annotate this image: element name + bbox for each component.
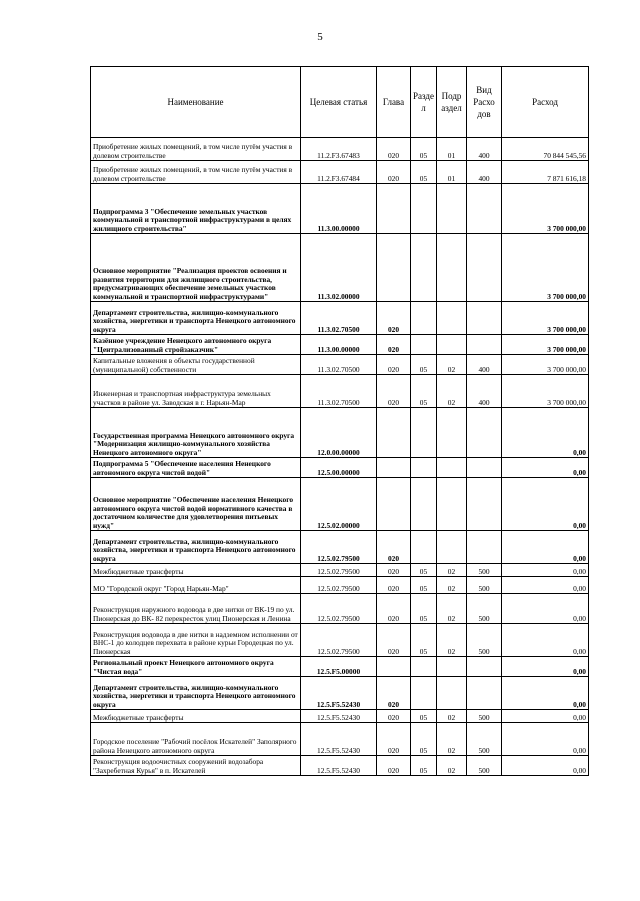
table-row bbox=[91, 531, 589, 564]
cell-expense-type bbox=[467, 408, 502, 458]
table-row bbox=[91, 677, 589, 710]
cell-expense-type bbox=[467, 184, 502, 234]
cell-amount: 3 700 000,00 bbox=[502, 302, 589, 335]
cell-subsection: 02 bbox=[437, 723, 467, 756]
cell-expense-type: 400 bbox=[467, 138, 502, 161]
cell-chapter bbox=[377, 478, 411, 531]
cell-amount: 0,00 bbox=[502, 624, 589, 657]
cell-target: 11.2.F3.67483 bbox=[301, 138, 377, 161]
table-row bbox=[91, 594, 589, 624]
cell-name: Межбюджетные трансферты bbox=[91, 564, 301, 577]
cell-chapter bbox=[377, 458, 411, 478]
cell-section bbox=[411, 184, 437, 234]
table-row bbox=[91, 564, 589, 577]
cell-amount: 3 700 000,00 bbox=[502, 375, 589, 408]
cell-amount: 3 700 000,00 bbox=[502, 335, 589, 355]
cell-subsection bbox=[437, 677, 467, 710]
cell-subsection bbox=[437, 478, 467, 531]
cell-subsection bbox=[437, 302, 467, 335]
cell-section: 05 bbox=[411, 624, 437, 657]
cell-chapter: 020 bbox=[377, 677, 411, 710]
table-row bbox=[91, 161, 589, 184]
table-row bbox=[91, 138, 589, 161]
cell-amount: 0,00 bbox=[502, 594, 589, 624]
header-expense-type: Вид Расхо дов bbox=[467, 67, 502, 138]
cell-name: Департамент строительства, жилищно-коммунального хозяйства, энергетики и транспорта Ненецкого автономного округа bbox=[91, 677, 301, 710]
cell-name: Приобретение жилых помещений, в том числе путём участия в долевом строительстве bbox=[91, 161, 301, 184]
cell-target: 12.5.02.79500 bbox=[301, 564, 377, 577]
cell-section: 05 bbox=[411, 375, 437, 408]
cell-target: 11.3.02.70500 bbox=[301, 375, 377, 408]
header-expense: Расход bbox=[502, 67, 589, 138]
cell-subsection: 02 bbox=[437, 756, 467, 776]
cell-name: Приобретение жилых помещений, в том числе путём участия в долевом строительстве bbox=[91, 138, 301, 161]
cell-chapter: 020 bbox=[377, 624, 411, 657]
cell-expense-type: 400 bbox=[467, 355, 502, 375]
budget-table bbox=[90, 66, 589, 776]
cell-amount: 0,00 bbox=[502, 710, 589, 723]
header-chapter: Глава bbox=[377, 67, 411, 138]
cell-name: Межбюджетные трансферты bbox=[91, 710, 301, 723]
cell-subsection bbox=[437, 184, 467, 234]
cell-expense-type bbox=[467, 657, 502, 677]
cell-target: 11.3.00.00000 bbox=[301, 184, 377, 234]
table-header-row bbox=[91, 67, 589, 138]
cell-expense-type: 500 bbox=[467, 624, 502, 657]
cell-section: 05 bbox=[411, 138, 437, 161]
cell-target: 11.3.02.70500 bbox=[301, 302, 377, 335]
cell-section: 05 bbox=[411, 723, 437, 756]
cell-target: 12.0.00.00000 bbox=[301, 408, 377, 458]
table-row bbox=[91, 408, 589, 458]
cell-amount: 0,00 bbox=[502, 478, 589, 531]
cell-subsection bbox=[437, 408, 467, 458]
cell-chapter: 020 bbox=[377, 723, 411, 756]
cell-name: Основное мероприятие "Обеспечение населения Ненецкого автономного округа чистой водой нормативного качества в достаточном количестве для удовлетворения питьевых нужд" bbox=[91, 478, 301, 531]
cell-expense-type: 500 bbox=[467, 594, 502, 624]
cell-expense-type bbox=[467, 234, 502, 302]
cell-amount: 7 871 616,18 bbox=[502, 161, 589, 184]
cell-name: Капитальные вложения в объекты государственной (муниципальной) собственности bbox=[91, 355, 301, 375]
table-row bbox=[91, 375, 589, 408]
table-row bbox=[91, 355, 589, 375]
cell-target: 12.5.F5.52430 bbox=[301, 677, 377, 710]
cell-expense-type bbox=[467, 458, 502, 478]
cell-section bbox=[411, 677, 437, 710]
cell-name: Реконструкция наружного водовода в две нитки от ВК-19 по ул. Пионерская до ВК- 82 перекресток улиц Пионерская и Ленина bbox=[91, 594, 301, 624]
cell-chapter: 020 bbox=[377, 594, 411, 624]
cell-chapter: 020 bbox=[377, 564, 411, 577]
table-body bbox=[91, 138, 589, 776]
cell-section: 05 bbox=[411, 355, 437, 375]
cell-amount: 0,00 bbox=[502, 756, 589, 776]
cell-name: Департамент строительства, жилищно-коммунального хозяйства, энергетики и транспорта Ненецкого автономного округа bbox=[91, 302, 301, 335]
cell-amount: 3 700 000,00 bbox=[502, 234, 589, 302]
table-row bbox=[91, 756, 589, 776]
cell-target: 12.5.F5.52430 bbox=[301, 710, 377, 723]
cell-chapter bbox=[377, 184, 411, 234]
cell-section: 05 bbox=[411, 577, 437, 594]
cell-section: 05 bbox=[411, 161, 437, 184]
cell-subsection: 02 bbox=[437, 577, 467, 594]
table-row bbox=[91, 335, 589, 355]
cell-subsection bbox=[437, 234, 467, 302]
cell-section bbox=[411, 657, 437, 677]
cell-expense-type bbox=[467, 677, 502, 710]
cell-target: 12.5.02.00000 bbox=[301, 478, 377, 531]
cell-expense-type: 500 bbox=[467, 723, 502, 756]
cell-subsection: 01 bbox=[437, 138, 467, 161]
cell-expense-type: 400 bbox=[467, 375, 502, 408]
cell-section: 05 bbox=[411, 594, 437, 624]
cell-subsection bbox=[437, 657, 467, 677]
cell-target: 12.5.02.79500 bbox=[301, 594, 377, 624]
table-row bbox=[91, 624, 589, 657]
cell-target: 12.5.F5.00000 bbox=[301, 657, 377, 677]
cell-section bbox=[411, 408, 437, 458]
cell-chapter: 020 bbox=[377, 161, 411, 184]
cell-expense-type bbox=[467, 478, 502, 531]
cell-chapter: 020 bbox=[377, 531, 411, 564]
table-row bbox=[91, 458, 589, 478]
cell-chapter: 020 bbox=[377, 710, 411, 723]
cell-target: 11.3.02.70500 bbox=[301, 355, 377, 375]
cell-name: Городское поселение "Рабочий посёлок Искателей" Заполярного района Ненецкого автономного округа bbox=[91, 723, 301, 756]
cell-subsection: 02 bbox=[437, 624, 467, 657]
cell-amount: 70 844 545,56 bbox=[502, 138, 589, 161]
cell-section bbox=[411, 335, 437, 355]
header-subsection: Подр аздел bbox=[437, 67, 467, 138]
cell-name: Подпрограмма 5 "Обеспечение населения Ненецкого автономного округа чистой водой" bbox=[91, 458, 301, 478]
cell-subsection bbox=[437, 458, 467, 478]
cell-subsection: 02 bbox=[437, 710, 467, 723]
cell-name: Региональный проект Ненецкого автономного округа "Чистая вода" bbox=[91, 657, 301, 677]
cell-target: 11.2.F3.67484 bbox=[301, 161, 377, 184]
cell-expense-type: 500 bbox=[467, 710, 502, 723]
cell-amount: 0,00 bbox=[502, 657, 589, 677]
cell-name: Реконструкция водовода в две нитки в надземном исполнении от ВНС-1 до колодцев перехвата в районе курьи Городецкая по ул. Пионерская bbox=[91, 624, 301, 657]
cell-name: Реконструкция водоочистных сооружений водозабора "Захребетная Курья" в п. Искателей bbox=[91, 756, 301, 776]
cell-name: Подпрограмма 3 "Обеспечение земельных участков коммунальной и транспортной инфраструктурами в целях жилищного строительства" bbox=[91, 184, 301, 234]
cell-amount: 3 700 000,00 bbox=[502, 184, 589, 234]
cell-name: Основное мероприятие "Реализация проектов освоения и развития территории для жилищного строительства, предусматривающих обеспечение земельных участков коммунальной и транспортной инфраструктурами" bbox=[91, 234, 301, 302]
cell-target: 12.5.02.79500 bbox=[301, 624, 377, 657]
cell-expense-type bbox=[467, 335, 502, 355]
cell-section: 05 bbox=[411, 756, 437, 776]
cell-chapter: 020 bbox=[377, 756, 411, 776]
cell-name: МО "Городской округ "Город Нарьян-Мар" bbox=[91, 577, 301, 594]
cell-name: Казённое учреждение Ненецкого автономного округа "Централизованный стройзаказчик" bbox=[91, 335, 301, 355]
cell-chapter bbox=[377, 234, 411, 302]
cell-section bbox=[411, 478, 437, 531]
cell-subsection: 02 bbox=[437, 564, 467, 577]
cell-subsection bbox=[437, 531, 467, 564]
cell-expense-type: 500 bbox=[467, 564, 502, 577]
table-row bbox=[91, 577, 589, 594]
cell-expense-type: 500 bbox=[467, 756, 502, 776]
cell-section bbox=[411, 302, 437, 335]
table-row bbox=[91, 184, 589, 234]
cell-amount: 0,00 bbox=[502, 677, 589, 710]
cell-target: 12.5.F5.52430 bbox=[301, 723, 377, 756]
cell-target: 12.5.00.00000 bbox=[301, 458, 377, 478]
table-row bbox=[91, 234, 589, 302]
cell-chapter: 020 bbox=[377, 577, 411, 594]
cell-target: 12.5.02.79500 bbox=[301, 577, 377, 594]
table-row bbox=[91, 723, 589, 756]
table-row bbox=[91, 657, 589, 677]
cell-chapter: 020 bbox=[377, 375, 411, 408]
cell-target: 11.3.02.00000 bbox=[301, 234, 377, 302]
cell-section bbox=[411, 531, 437, 564]
cell-amount: 0,00 bbox=[502, 408, 589, 458]
cell-amount: 0,00 bbox=[502, 458, 589, 478]
cell-expense-type bbox=[467, 531, 502, 564]
table-row bbox=[91, 710, 589, 723]
cell-subsection bbox=[437, 335, 467, 355]
cell-chapter: 020 bbox=[377, 355, 411, 375]
cell-target: 11.3.00.00000 bbox=[301, 335, 377, 355]
cell-expense-type: 500 bbox=[467, 577, 502, 594]
cell-name: Государственная программа Ненецкого автономного округа "Модернизация жилищно-коммунального хозяйства Ненецкого автономного округа" bbox=[91, 408, 301, 458]
cell-chapter: 020 bbox=[377, 335, 411, 355]
cell-subsection: 02 bbox=[437, 355, 467, 375]
header-name: Наименование bbox=[91, 67, 301, 138]
cell-section bbox=[411, 458, 437, 478]
cell-target: 12.5.F5.52430 bbox=[301, 756, 377, 776]
cell-amount: 0,00 bbox=[502, 531, 589, 564]
cell-target: 12.5.02.79500 bbox=[301, 531, 377, 564]
header-target: Целевая статья bbox=[301, 67, 377, 138]
cell-chapter bbox=[377, 408, 411, 458]
cell-expense-type bbox=[467, 302, 502, 335]
cell-subsection: 02 bbox=[437, 594, 467, 624]
cell-subsection: 01 bbox=[437, 161, 467, 184]
cell-chapter: 020 bbox=[377, 138, 411, 161]
cell-subsection: 02 bbox=[437, 375, 467, 408]
cell-amount: 0,00 bbox=[502, 564, 589, 577]
header-section: Разде л bbox=[411, 67, 437, 138]
cell-name: Инженерная и транспортная инфраструктура земельных участков в районе ул. Заводская в г. Нарьян-Мар bbox=[91, 375, 301, 408]
cell-chapter bbox=[377, 657, 411, 677]
cell-name: Департамент строительства, жилищно-коммунального хозяйства, энергетики и транспорта Ненецкого автономного округа bbox=[91, 531, 301, 564]
cell-amount: 0,00 bbox=[502, 723, 589, 756]
table-row bbox=[91, 478, 589, 531]
cell-chapter: 020 bbox=[377, 302, 411, 335]
cell-amount: 0,00 bbox=[502, 577, 589, 594]
page-number: 5 bbox=[317, 31, 323, 43]
cell-section: 05 bbox=[411, 564, 437, 577]
cell-section: 05 bbox=[411, 710, 437, 723]
cell-amount: 3 700 000,00 bbox=[502, 355, 589, 375]
table-row bbox=[91, 302, 589, 335]
cell-expense-type: 400 bbox=[467, 161, 502, 184]
cell-section bbox=[411, 234, 437, 302]
